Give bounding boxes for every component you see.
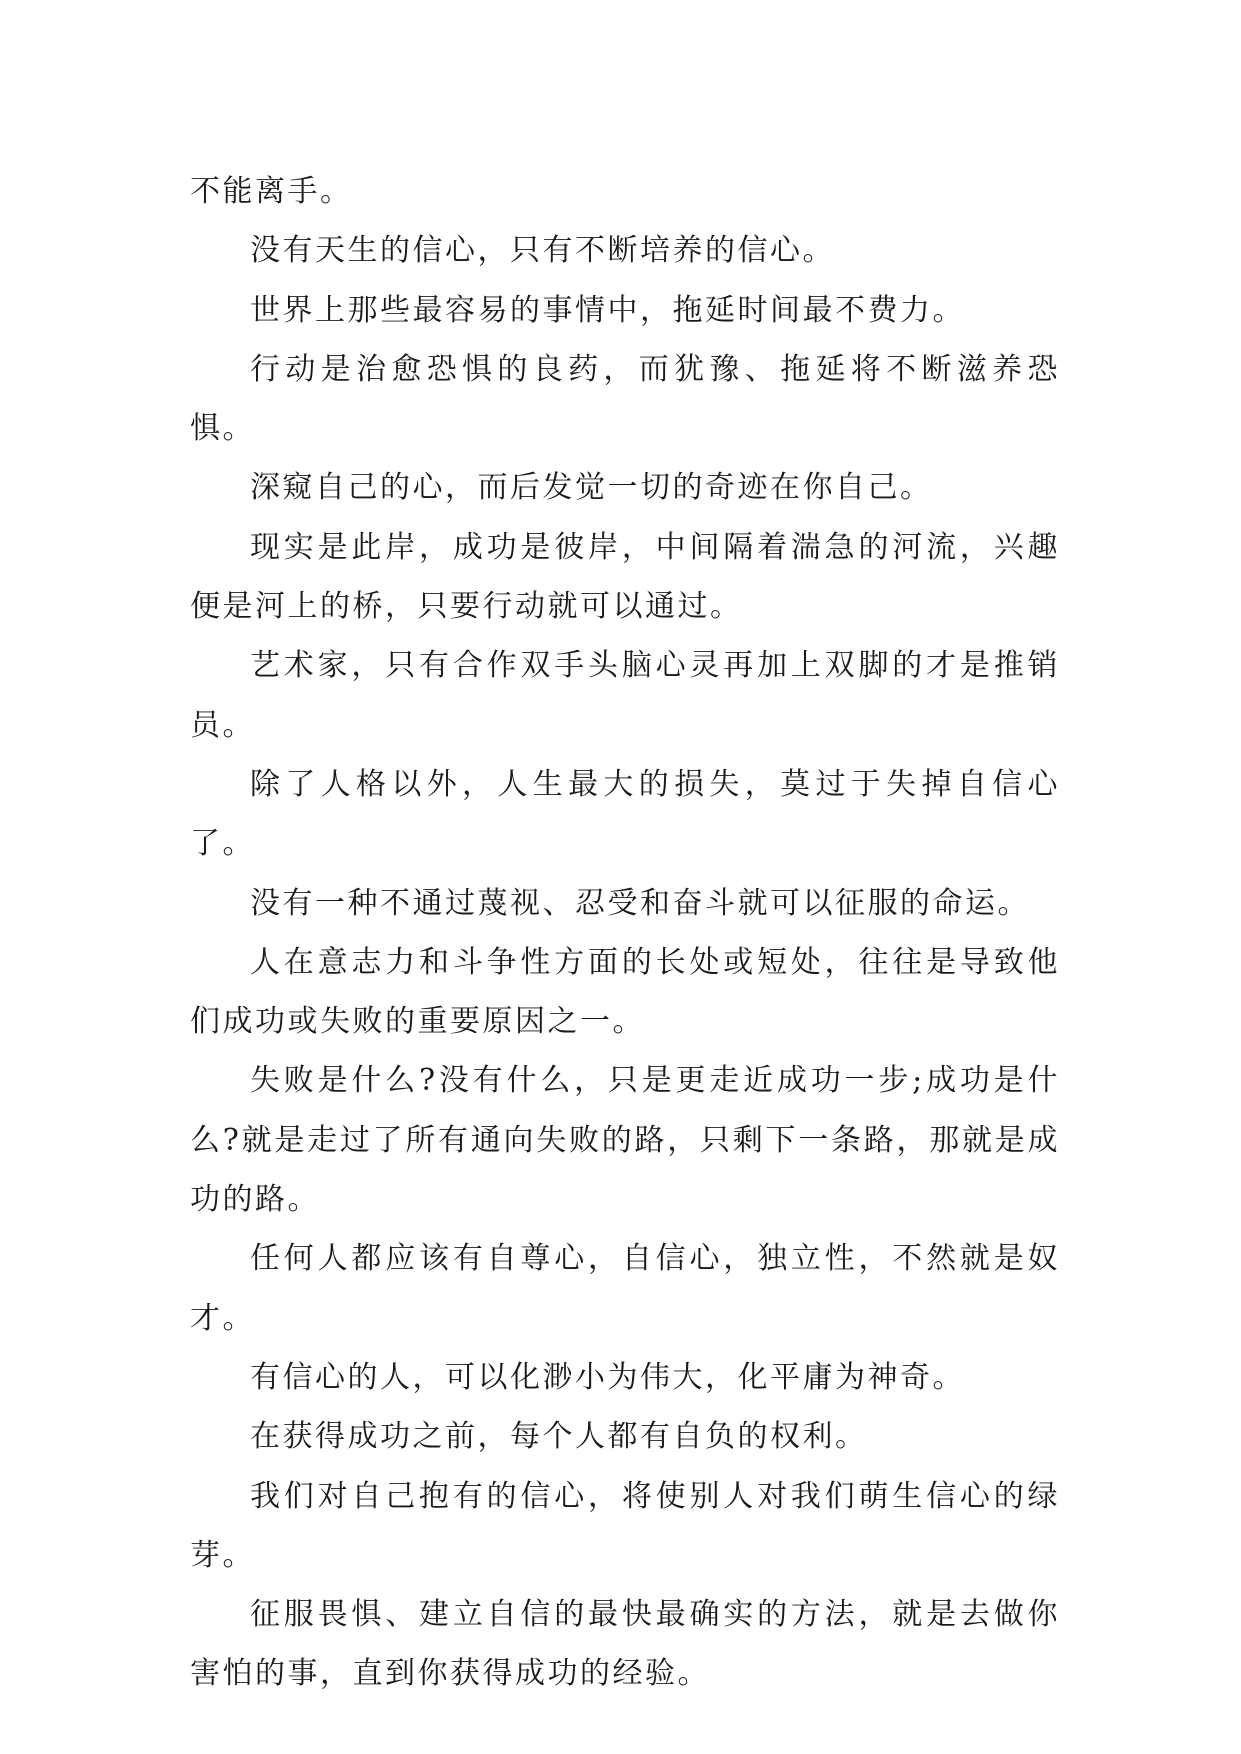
paragraph: 行动是治愈恐惧的良药，而犹豫、拖延将不断滋养恐惧。 <box>190 351 1060 447</box>
paragraph: 不能离手。 <box>190 174 353 209</box>
paragraph: 世界上那些最容易的事情中，拖延时间最不费力。 <box>250 292 965 328</box>
paragraph: 我们对自己抱有的信心，将使别人对我们萌生信心的绿芽。 <box>190 1478 1060 1573</box>
paragraph: 艺术家，只有合作双手头脑心灵再加上双脚的才是推销员。 <box>190 648 1060 743</box>
paragraph: 有信心的人，可以化渺小为伟大，化平庸为神奇。 <box>250 1359 965 1395</box>
paragraph: 没有天生的信心，只有不断培养的信心。 <box>250 233 835 269</box>
paragraph: 没有一种不通过蔑视、忍受和奋斗就可以征服的命运。 <box>250 885 1030 921</box>
paragraph: 征服畏惧、建立自信的最快最确实的方法，就是去做你害怕的事，直到你获得成功的经验。 <box>190 1597 1060 1692</box>
paragraph: 现实是此岸，成功是彼岸，中间隔着湍急的河流，兴趣便是河上的桥，只要行动就可以通过。 <box>190 529 1060 625</box>
paragraph: 任何人都应该有自尊心，自信心，独立性，不然就是奴才。 <box>190 1241 1060 1336</box>
paragraph: 深窥自己的心，而后发觉一切的奇迹在你自己。 <box>250 470 933 506</box>
document-body <box>190 162 1060 1704</box>
paragraph: 人在意志力和斗争性方面的长处或短处，往往是导致他们成功或失败的重要原因之一。 <box>190 944 1060 1040</box>
paragraph: 在获得成功之前，每个人都有自负的权利。 <box>250 1419 868 1455</box>
paragraph: 除了人格以外，人生最大的损失，莫过于失掉自信心了。 <box>190 766 1060 862</box>
paragraph: 失败是什么?没有什么，只是更走近成功一步;成功是什么?就是走过了所有通向失败的路，只剩下一条路，那就是成功的路。 <box>190 1063 1060 1218</box>
